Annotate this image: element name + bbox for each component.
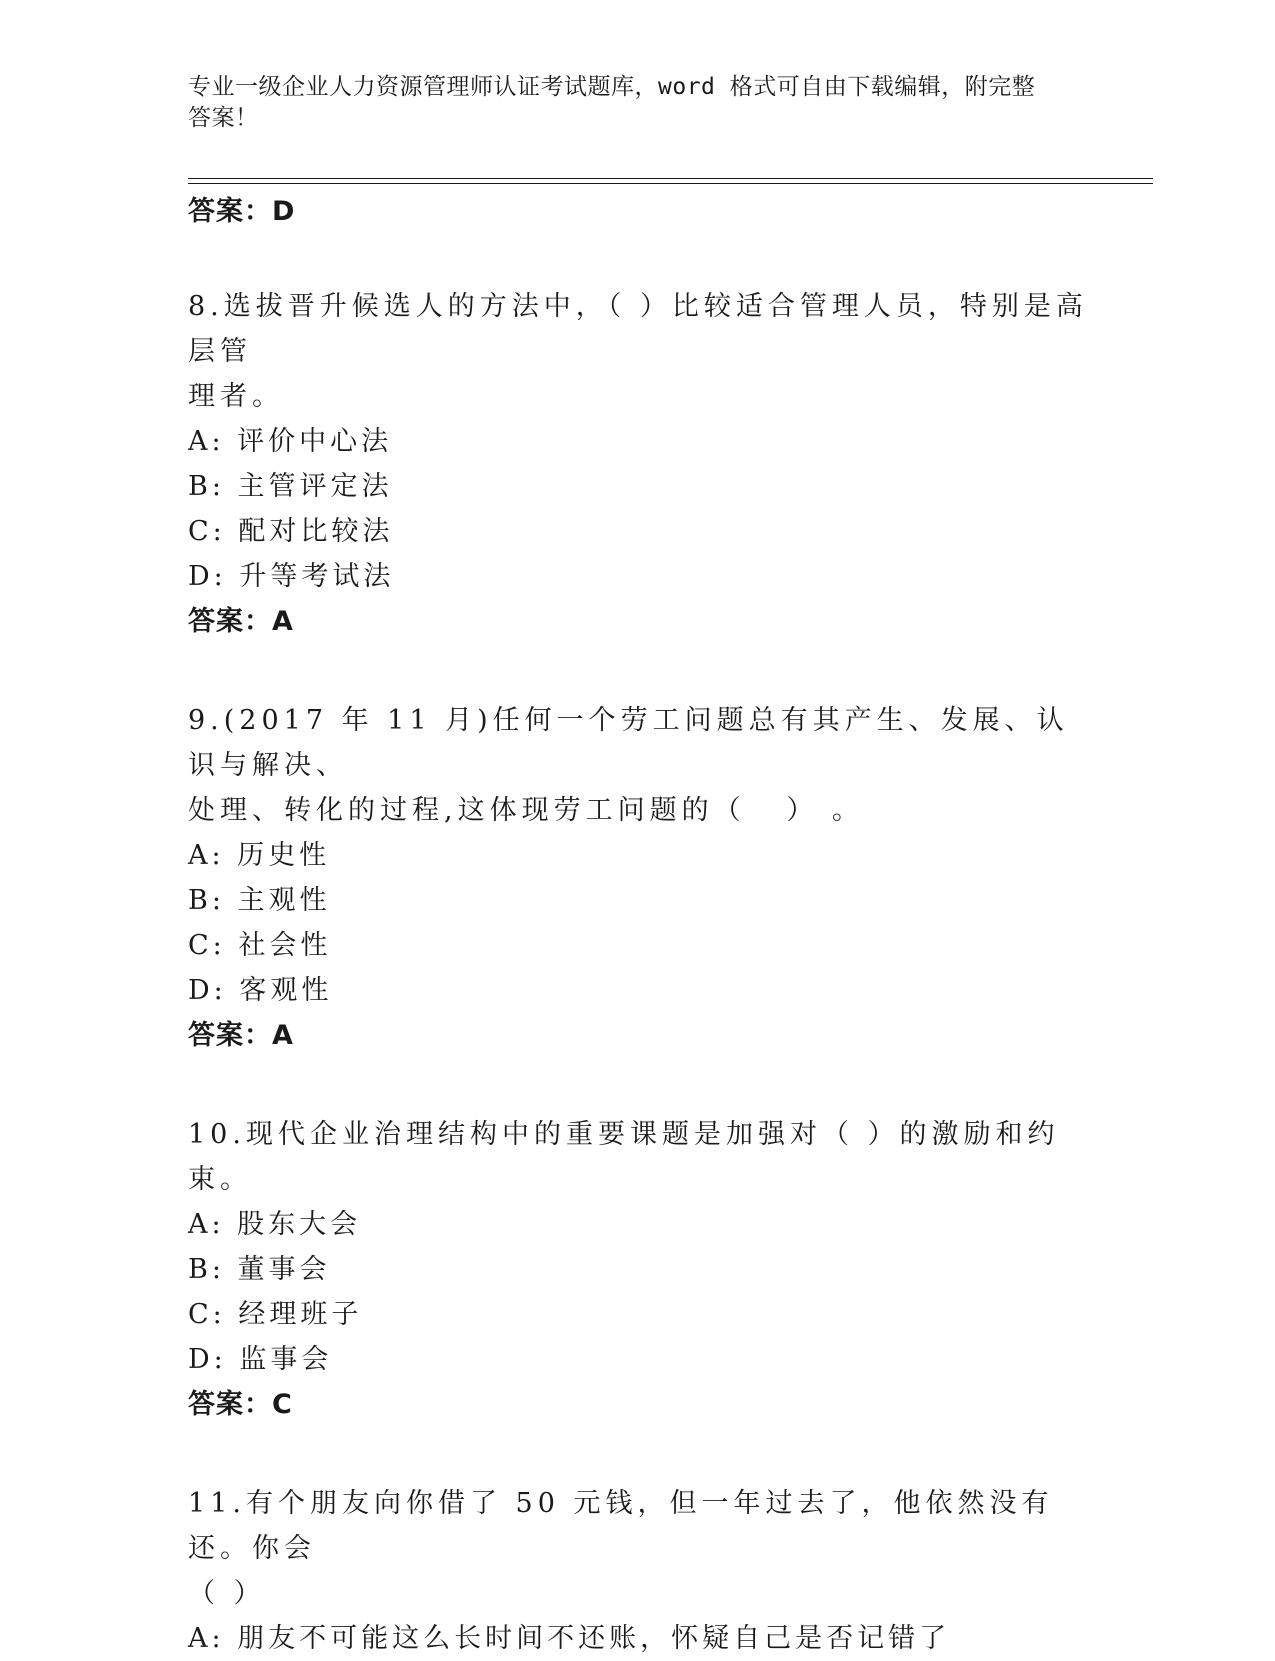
question-text-line: 9.(2017 年 11 月)任何一个劳工问题总有其产生、发展、认识与解决、 — [188, 705, 1069, 781]
header-rule-bottom — [188, 183, 1153, 184]
header-rule-top — [188, 178, 1153, 179]
question-10 — [188, 1112, 1088, 1427]
option-a: A: 评价中心法 — [188, 426, 393, 457]
question-11 — [188, 1481, 1088, 1661]
option-d: D: 升等考试法 — [188, 561, 395, 592]
question-9 — [188, 698, 1088, 1058]
option-b: B: 主观性 — [188, 885, 331, 916]
question-text-line: 理者。 — [188, 381, 284, 412]
option-c: C: 社会性 — [188, 930, 332, 961]
option-d: D: 客观性 — [188, 975, 333, 1006]
answer-line: 答案：A — [188, 606, 294, 637]
option-d: D: 监事会 — [188, 1344, 333, 1375]
question-text-line: 8.选拔晋升候选人的方法中，（ ）比较适合管理人员，特别是高层管 — [188, 291, 1088, 367]
question-text-line: 11.有个朋友向你借了 50 元钱，但一年过去了，他依然没有还。你会 — [188, 1488, 1054, 1564]
question-text-line: （ ） — [188, 1578, 266, 1609]
document-header — [188, 72, 1068, 134]
option-b: B: 董事会 — [188, 1254, 331, 1285]
answer-line: 答案：A — [188, 1020, 294, 1051]
option-a: A: 股东大会 — [188, 1209, 362, 1240]
answer-line: 答案：C — [188, 1389, 293, 1420]
option-c: C: 配对比较法 — [188, 516, 394, 547]
option-a: A: 历史性 — [188, 840, 331, 871]
option-b: B: 主管评定法 — [188, 471, 393, 502]
document-body — [188, 190, 1088, 1661]
option-a: A: 朋友不可能这么长时间不还账，怀疑自己是否记错了 — [188, 1623, 951, 1654]
option-c: C: 经理班子 — [188, 1299, 363, 1330]
question-text-line: 10.现代企业治理结构中的重要课题是加强对（ ）的激励和约束。 — [188, 1119, 1060, 1195]
header-line-1: 专业一级企业人力资源管理师认证考试题库，word 格式可自由下载编辑，附完整 — [188, 74, 1036, 100]
header-line-2: 答案！ — [188, 105, 259, 131]
answer-line: 答案：D — [188, 196, 296, 227]
question-text-line: 处理、转化的过程,这体现劳工问题的（ ） 。 — [188, 795, 864, 826]
question-8 — [188, 284, 1088, 644]
